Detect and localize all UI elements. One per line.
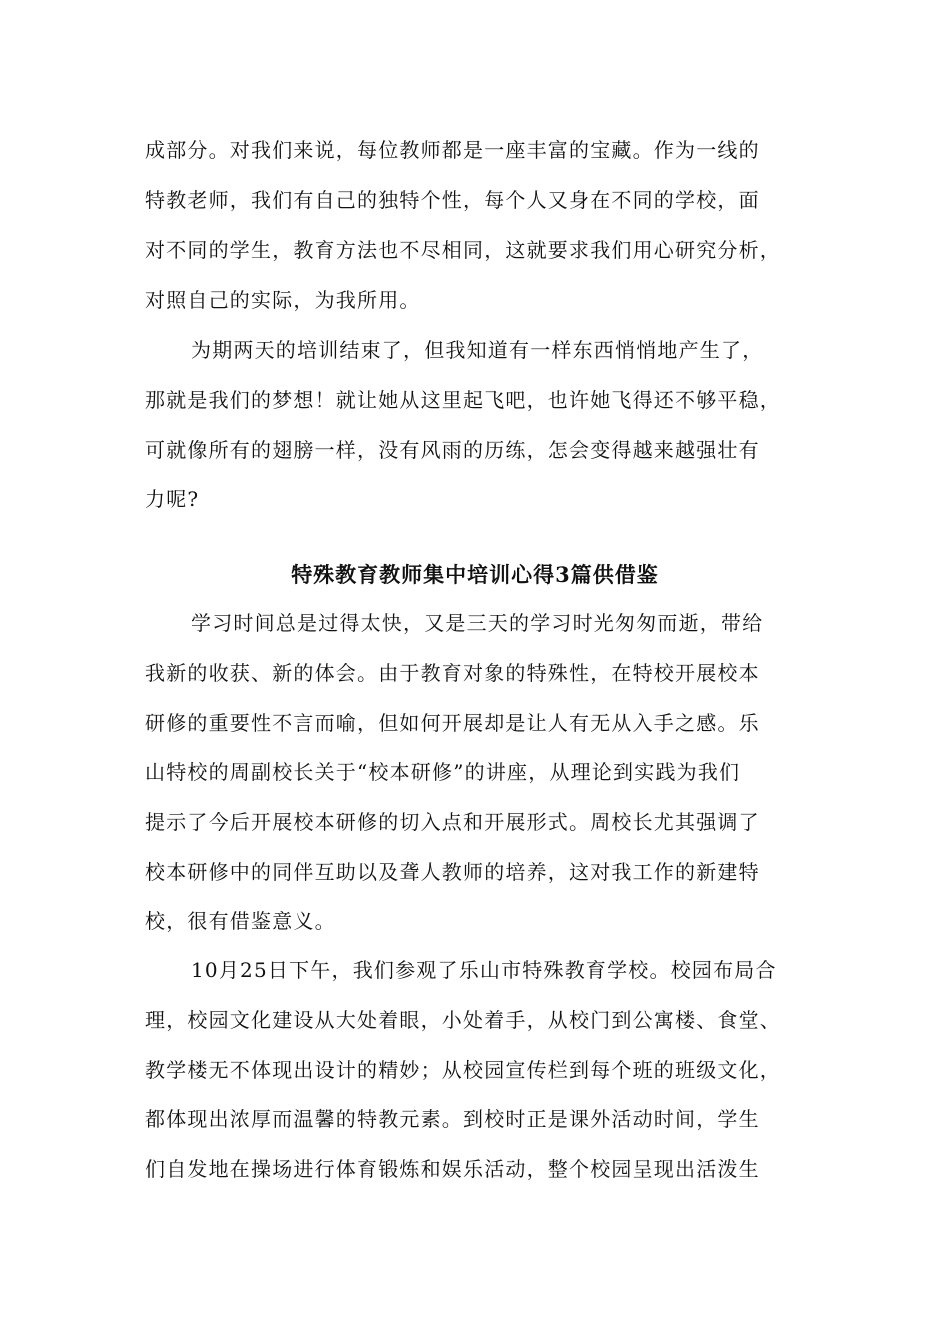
section-heading: 特殊教育教师集中培训心得3篇供借鉴 [291, 562, 659, 587]
text-line: 们自发地在操场进行体育锻炼和娱乐活动，整个校园呈现出活泼生 [145, 1157, 760, 1181]
text-line: 对照自己的实际，为我所用。 [145, 288, 421, 312]
text-line: 校，很有借鉴意义。 [145, 909, 336, 933]
text-line: 可就像所有的翅膀一样，没有风雨的历练，怎会变得越来越强壮有 [145, 438, 760, 462]
text-line: 对不同的学生，教育方法也不尽相同，这就要求我们用心研究分析， [145, 238, 781, 262]
text-line: 研修的重要性不言而喻，但如何开展却是让人有无从入手之感。乐 [145, 711, 760, 735]
text-line: 力呢? [145, 487, 200, 511]
text-line: 那就是我们的梦想！就让她从这里起飞吧，也许她飞得还不够平稳， [145, 388, 781, 412]
text-line: 教学楼无不体现出设计的精妙；从校园宣传栏到每个班的班级文化， [145, 1058, 781, 1082]
text-line: 为期两天的培训结束了，但我知道有一样东西悄悄地产生了， [191, 338, 764, 362]
text-line: 成部分。对我们来说，每位教师都是一座丰富的宝藏。作为一线的 [145, 138, 760, 162]
text-line: 提示了今后开展校本研修的切入点和开展形式。周校长尤其强调了 [145, 810, 760, 834]
text-line: 学习时间总是过得太快，又是三天的学习时光匆匆而逝，带给 [191, 611, 764, 635]
text-line: 特教老师，我们有自己的独特个性，每个人又身在不同的学校，面 [145, 188, 760, 212]
text-line: 理，校园文化建设从大处着眼，小处着手，从校门到公寓楼、食堂、 [145, 1008, 781, 1032]
text-line: 10月25日下午，我们参观了乐山市特殊教育学校。校园布局合 [191, 958, 777, 982]
text-line: 我新的收获、新的体会。由于教育对象的特殊性，在特校开展校本 [145, 661, 760, 685]
text-line: 山特校的周副校长关于“校本研修”的讲座，从理论到实践为我们 [145, 760, 741, 784]
text-line: 都体现出浓厚而温馨的特教元素。到校时正是课外活动时间，学生 [145, 1107, 760, 1131]
text-line: 校本研修中的同伴互助以及聋人教师的培养，这对我工作的新建特 [145, 860, 760, 884]
